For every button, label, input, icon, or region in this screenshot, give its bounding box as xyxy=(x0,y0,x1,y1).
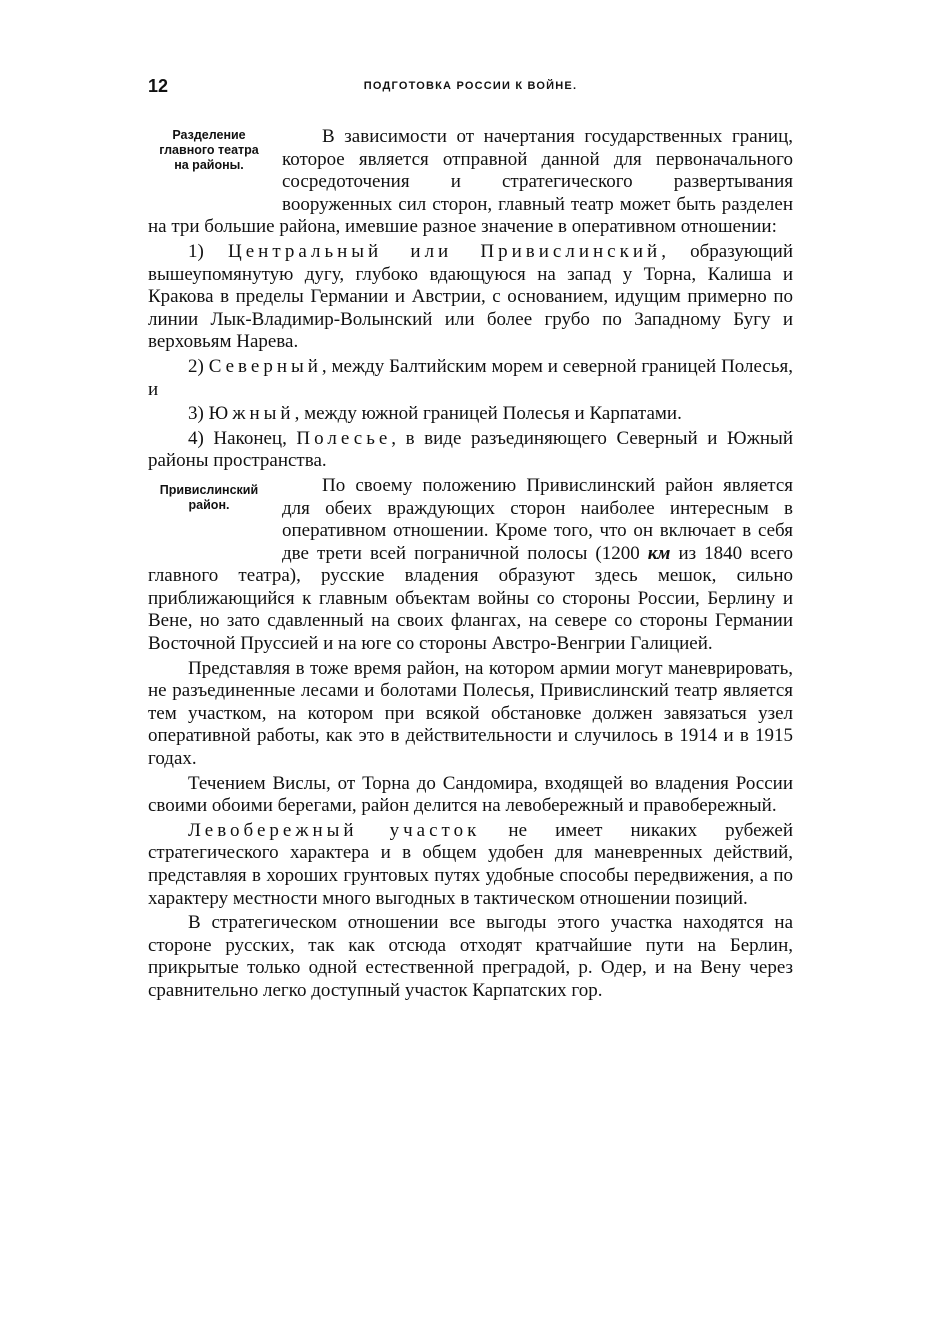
page-header xyxy=(148,76,793,102)
side-note-line: Разделение xyxy=(172,128,246,142)
page-number: 12 xyxy=(148,76,169,96)
spaced-term: Южный xyxy=(208,403,295,425)
list-number: 3) xyxy=(188,403,209,425)
spaced-term: Левобережный участок xyxy=(188,819,481,841)
paragraph: Течением Вислы, от Торна до Сандомира, входящей во владения России своими обоими берегами, район делится на левобережный и правобережный. xyxy=(148,772,793,817)
paragraph xyxy=(148,356,793,401)
paragraph xyxy=(148,403,793,426)
side-note-vistula-district xyxy=(148,483,270,543)
side-note-line: район. xyxy=(188,497,230,512)
paragraph-text: , между Балтийским морем и северной границей Полесья, и xyxy=(148,355,794,400)
paragraph: В зависимости от начертания государственных границ, которое является отправной данной для первоначального сосредоточения и стратегического развертывания вооруженных сил сторон, главный театр может быть разделен на три большие района, имевшие разное значение в оперативном отношении: xyxy=(148,126,793,238)
running-title: ПОДГОТОВКА РОССИИ К ВОЙНЕ. xyxy=(363,80,578,92)
list-number: 1) xyxy=(188,240,229,262)
body-text xyxy=(148,126,793,1003)
spaced-term: Центральный или Привислинский xyxy=(228,240,662,262)
paragraph: Представляя в тоже время район, на котором армии могут маневрировать, не разъединенные лесами и болотами Полесья, Привислинский театр является тем участком, на котором при всякой обстановке должен завязаться узел оперативной работы, как это в действительности и случилось в 1914 и в 1915 годах. xyxy=(148,657,793,770)
paragraph xyxy=(148,428,793,473)
spaced-term: Северный xyxy=(208,355,322,377)
list-number: 4) Наконец, xyxy=(188,427,297,449)
side-note-division xyxy=(148,128,270,208)
side-note-line: на районы. xyxy=(174,158,244,172)
paragraph-text: , между южной границей Полесья и Карпатами. xyxy=(294,403,682,425)
paragraph-text: По своему положению Привислинский район является для обеих враждующих сторон наиболее интересным в оперативном отношении. Кроме того, что он включает в себя две трети всей пограничной полосы (1200 xyxy=(282,474,793,564)
paragraph-text: из 1840 всего главного театра), русские владения образуют здесь мешок, сильно приближающийся к главным объектам войны со стороны России, Берлину и Вене, но зато сдавленный на своих флангах, на севере со стороны Германии Восточной Пруссией и на юге со стороны Австро-Венгрии Галицией. xyxy=(148,542,794,655)
paragraph: В стратегическом отношении все выгоды этого участка находятся на стороне русских, так как отсюда отходят кратчайшие пути на Берлин, прикрытые только одной естественной преградой, р. Одер, и на Вену через сравнительно легко доступный участок Карпатских гор. xyxy=(148,912,793,1001)
side-note-line: главного театра xyxy=(159,143,259,157)
list-number: 2) xyxy=(188,355,209,377)
paragraph xyxy=(148,241,793,354)
paragraph-text: , в виде разъединяющего Северный и Южный районы пространства. xyxy=(148,427,793,472)
paragraph-text: не имеет никаких рубежей стратегического характера и в общем удобен для маневренных действий, представляя в хороших грунтовых путях удобные способы передвижения, а по характеру местности много выгодных в тактическом отношении позиций. xyxy=(148,819,794,909)
paragraph xyxy=(148,820,793,910)
spaced-term: Полесье xyxy=(296,427,392,449)
side-note-line: Привислинский xyxy=(159,482,259,497)
paragraph-text: , образующий вышеупомянутую дугу, глубоко вдающуюся на запад у Торна, Калиша и Кракова в пределы Германии и Австрии, с основанием, идущим примерно по линии Лык-Владимир-Волынский или более грубо по Западному Бугу и верховьям Нарева. xyxy=(148,240,793,353)
unit-km: км xyxy=(647,542,671,564)
